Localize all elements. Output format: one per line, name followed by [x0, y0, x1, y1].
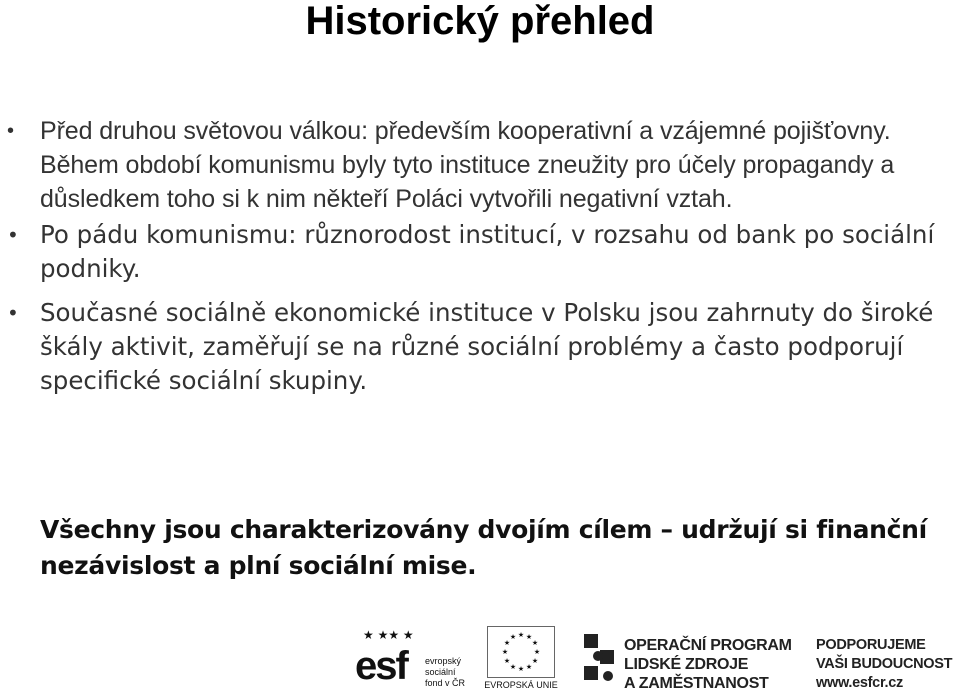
esf-logo — [355, 628, 475, 690]
support-slogan — [816, 636, 960, 693]
esf-caption — [425, 656, 465, 689]
footer-logos — [0, 622, 960, 694]
op-lzz-logo — [582, 628, 802, 692]
bullet-icon: • — [7, 120, 14, 142]
eu-label: EVROPSKÁ UNIE — [484, 680, 558, 690]
esf-wordmark: esf — [355, 644, 407, 688]
op-puzzle-icon — [582, 632, 618, 688]
svg-text:★: ★ — [525, 633, 533, 641]
eu-stars-icon — [488, 627, 554, 677]
slogan-line: PODPORUJEME — [816, 637, 926, 653]
svg-text:★: ★ — [517, 665, 525, 673]
bullet-icon: • — [7, 301, 19, 325]
bullet-text: Před druhou světovou válkou: především kooperativní a vzájemné pojišťovny. Během období komunismu byly tyto instituce zneužity pro účely propagandy a důsledkem toho si k nim někteří Poláci vytvořili negativní vztah. — [40, 117, 895, 213]
esf-caption-line: evropský — [425, 656, 462, 666]
op-caption-line: A ZAMĚSTNANOST — [624, 675, 769, 692]
eu-flag-icon — [487, 626, 555, 678]
esf-caption-line: sociální — [425, 667, 456, 677]
op-caption — [624, 636, 792, 693]
bullet-icon: • — [7, 223, 19, 247]
svg-text:★: ★ — [501, 648, 509, 656]
svg-text:★: ★ — [509, 633, 517, 641]
bullet-text: Po pádu komunismu: různorodost institucí, v rozsahu od bank po sociální podniky. — [40, 220, 935, 283]
bullet-item — [0, 114, 960, 216]
svg-text:★: ★ — [531, 657, 539, 665]
slogan-line: VAŠI BUDOUCNOST — [816, 656, 953, 672]
svg-text:★: ★ — [503, 657, 511, 665]
svg-text:★: ★ — [503, 639, 511, 647]
svg-text:★: ★ — [509, 663, 517, 671]
svg-text:★: ★ — [525, 663, 533, 671]
op-caption-line: LIDSKÉ ZDROJE — [624, 656, 749, 673]
page-title: Historický přehled — [305, 0, 655, 43]
op-caption-line: OPERAČNÍ PROGRAM — [624, 637, 792, 654]
bullet-text: Současné sociálně ekonomické instituce v Polsku jsou zahrnuty do široké škály aktivit, zaměřují se na různé sociální problémy a často podporují specifické sociální skupiny. — [40, 298, 934, 395]
website-link[interactable]: www.esfcr.cz — [816, 675, 903, 691]
conclusion-text: Všechny jsou charakterizovány dvojím cílem – udržují si finanční nezávislost a plní sociální mise. — [40, 515, 927, 580]
eu-logo — [481, 626, 561, 692]
stars-icon: ★ ★★ ★ — [363, 628, 414, 642]
bullet-item — [0, 296, 960, 398]
bullet-list — [0, 114, 960, 398]
svg-text:★: ★ — [533, 648, 541, 656]
bullet-item — [0, 218, 960, 286]
svg-text:★: ★ — [531, 639, 539, 647]
esf-caption-line: fond v ČR — [425, 678, 466, 688]
svg-text:★: ★ — [517, 631, 525, 639]
